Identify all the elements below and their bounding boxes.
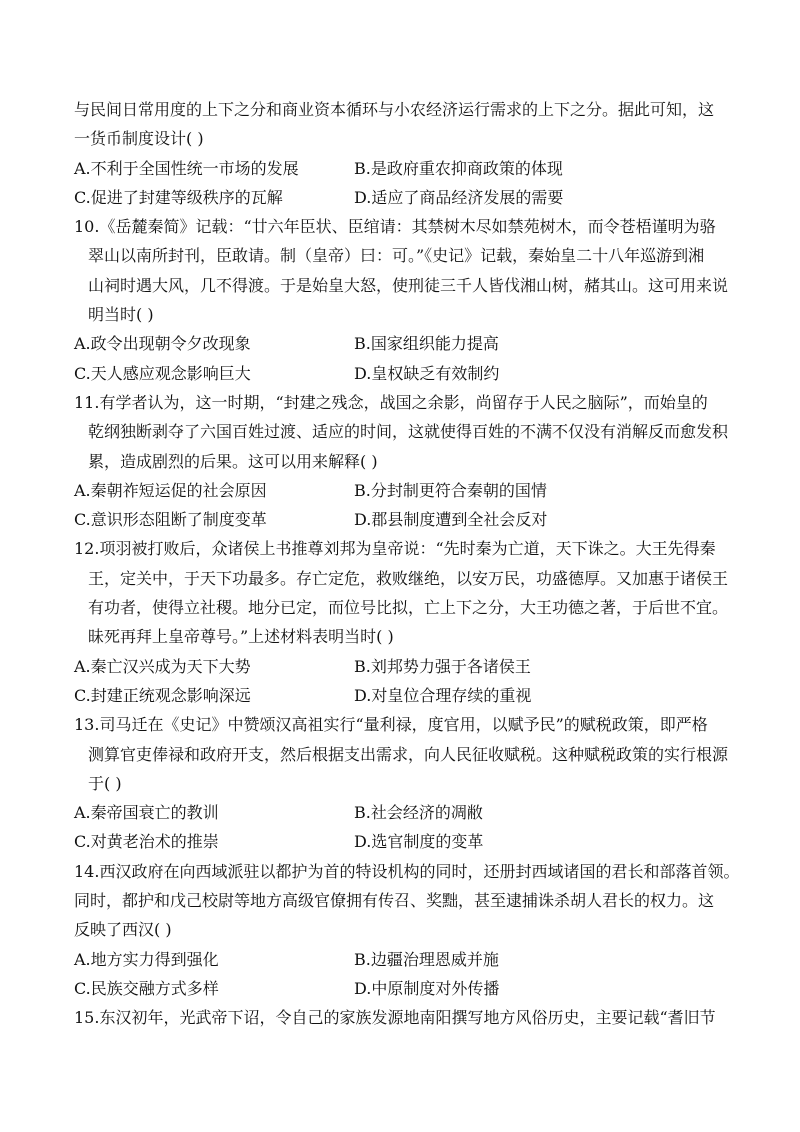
question-9-option-b[interactable]: B.是政府重农抑商政策的体现 <box>354 158 563 178</box>
question-9-options-row-1 <box>74 154 736 183</box>
question-14-line-1: 14.西汉政府在向西域派驻以都护为首的特设机构的同时，还册封西域诸国的君长和部落首领。 <box>74 861 740 881</box>
question-12-line-2: 王，定关中，于天下功最多。存亡定危，救败继绝，以安万民，功盛德厚。又加惠于诸侯王 <box>88 568 729 588</box>
question-15 <box>74 1003 736 1032</box>
exam-page <box>74 95 740 1033</box>
question-12-options-row-2 <box>74 681 736 710</box>
question-14-options-row-2 <box>74 974 736 1003</box>
question-10-line-3: 山祠时遇大风，几不得渡。于是始皇大怒，使刑徒三千人皆伐湘山树，赭其山。这可用来说 <box>88 275 729 295</box>
question-11-line-2: 乾纲独断剥夺了六国百姓过渡、适应的时间，这就使得百姓的不满不仅没有消解反而愈发积 <box>88 422 729 442</box>
question-14 <box>74 857 740 1003</box>
question-9-option-c[interactable]: C.促进了封建等级秩序的瓦解 <box>74 187 283 207</box>
question-10-option-d[interactable]: D.皇权缺乏有效制约 <box>354 363 500 383</box>
question-13-option-b[interactable]: B.社会经济的凋敝 <box>354 803 483 823</box>
question-13-option-c[interactable]: C.对黄老治术的推崇 <box>74 832 219 852</box>
question-10-option-b[interactable]: B.国家组织能力提高 <box>354 334 499 354</box>
question-9-option-a[interactable]: A.不利于全国性统一市场的发展 <box>74 158 299 178</box>
question-12-option-c[interactable]: C.封建正统观念影响深远 <box>74 685 251 705</box>
question-13-options-row-1 <box>74 798 736 827</box>
question-10-option-a[interactable]: A.政令出现朝令夕改现象 <box>74 334 251 354</box>
question-10-options-row-2 <box>74 359 736 388</box>
question-14-line-2: 同时，都护和戊己校尉等地方高级官僚拥有传召、奖黜，甚至逮捕诛杀胡人君长的权力。这 <box>74 891 715 911</box>
question-9-line-1: 与民间日常用度的上下之分和商业资本循环与小农经济运行需求的上下之分。据此可知，这 <box>74 100 715 119</box>
question-13-option-d[interactable]: D.选官制度的变革 <box>354 832 484 852</box>
question-14-option-a[interactable]: A.地方实力得到强化 <box>74 949 219 969</box>
question-10-line-4: 明当时( ) <box>88 305 154 325</box>
question-11-line-3: 累，造成剧烈的后果。这可以用来解释( ) <box>88 451 378 471</box>
question-11-option-a[interactable]: A.秦朝祚短运促的社会原因 <box>74 480 267 500</box>
question-14-option-c[interactable]: C.民族交融方式多样 <box>74 978 219 998</box>
question-12-option-a[interactable]: A.秦亡汉兴成为天下大势 <box>74 656 251 676</box>
question-11-options-row-1 <box>74 476 736 505</box>
question-13-line-2: 测算官吏俸禄和政府开支，然后根据支出需求，向人民征收赋税。这种赋税政策的实行根源 <box>88 744 729 764</box>
question-9-line-2: 一货币制度设计( ) <box>74 129 204 149</box>
question-9-options-row-2 <box>74 183 736 212</box>
question-13-options-row-2 <box>74 827 736 856</box>
question-10-option-c[interactable]: C.天人感应观念影响巨大 <box>74 363 251 383</box>
question-12-option-d[interactable]: D.对皇位合理存续的重视 <box>354 685 532 705</box>
question-12-line-1: 12.项羽被打败后，众诸侯上书推尊刘邦为皇帝说：“先时秦为亡道，天下诛之。大王先得秦 <box>74 539 716 559</box>
question-11-option-c[interactable]: C.意识形态阻断了制度变革 <box>74 510 267 530</box>
question-12 <box>74 534 736 710</box>
question-9-option-d[interactable]: D.适应了商品经济发展的需要 <box>354 187 564 207</box>
question-14-option-d[interactable]: D.中原制度对外传播 <box>354 978 500 998</box>
question-10-line-2: 翠山以南所封刊，臣敢请。制（皇帝）曰：可。”《史记》记载，秦始皇二十八年巡游到湘 <box>88 246 705 266</box>
question-14-option-b[interactable]: B.边疆治理恩威并施 <box>354 949 499 969</box>
question-15-line-1: 15.东汉初年，光武帝下诏，令自己的家族发源地南阳撰写地方风俗历史，主要记载“耆旧节 <box>74 1008 716 1028</box>
question-14-options-row-1 <box>74 945 736 974</box>
question-12-option-b[interactable]: B.刘邦势力强于各诸侯王 <box>354 656 531 676</box>
question-13-line-1: 13.司马迁在《史记》中赞颂汉高祖实行“量利禄，度官用，以赋予民”的赋税政策，即严格 <box>74 715 708 735</box>
question-10 <box>74 212 736 388</box>
question-11-line-1: 11.有学者认为，这一时期，“封建之残念，战国之余影，尚留存于人民之脑际”，而始皇的 <box>74 392 708 412</box>
question-10-line-1: 10.《岳麓秦简》记载：“廿六年臣状、臣绾请：其禁树木尽如禁苑树木，而令苍梧谨明为骆 <box>74 217 716 237</box>
question-11-option-d[interactable]: D.郡县制度遭到全社会反对 <box>354 510 548 530</box>
question-11-option-b[interactable]: B.分封制更符合秦朝的国情 <box>354 480 547 500</box>
question-9 <box>74 95 736 212</box>
question-14-line-3: 反映了西汉( ) <box>74 920 172 940</box>
question-13 <box>74 710 736 856</box>
question-12-line-4: 昧死再拜上皇帝尊号。”上述材料表明当时( ) <box>88 627 394 647</box>
question-13-line-3: 于( ) <box>88 773 122 793</box>
question-11 <box>74 388 736 534</box>
question-12-line-3: 有功者，使得立社稷。地分已定，而位号比拟，亡上下之分，大王功德之著，于后世不宜。 <box>88 598 729 618</box>
question-11-options-row-2 <box>74 505 736 534</box>
question-10-options-row-1 <box>74 329 736 358</box>
question-12-options-row-1 <box>74 652 736 681</box>
question-13-option-a[interactable]: A.秦帝国衰亡的教训 <box>74 803 219 823</box>
